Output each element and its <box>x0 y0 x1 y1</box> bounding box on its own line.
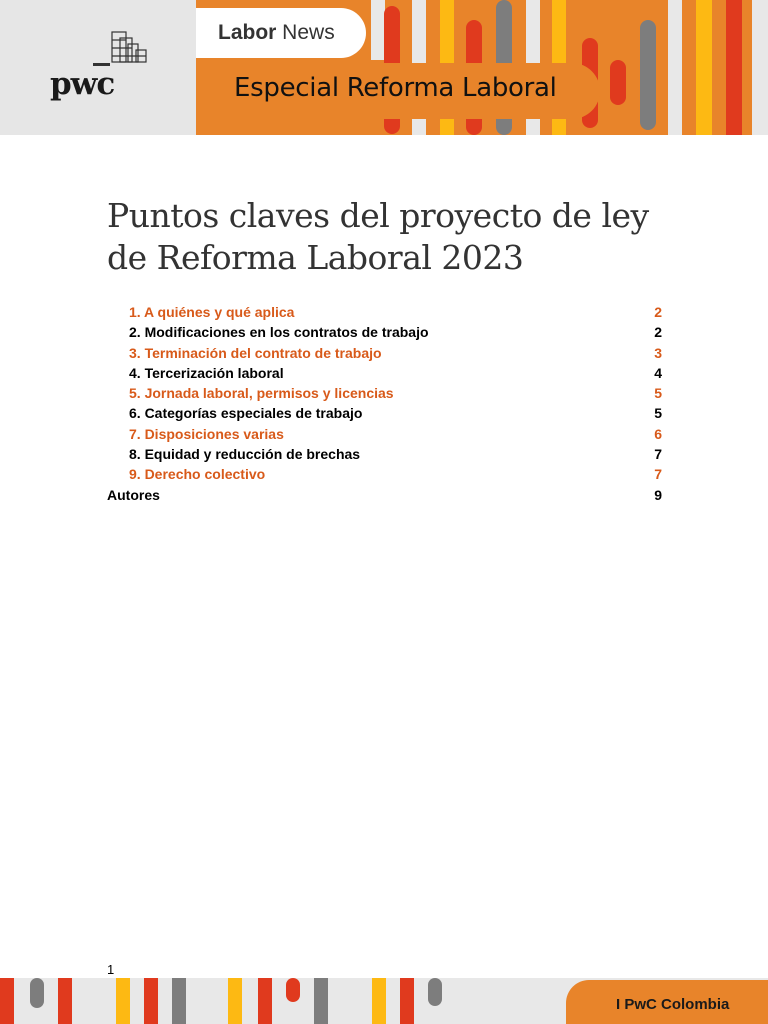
toc-entry-page: 9 <box>654 486 662 503</box>
footer-bar <box>0 978 768 1024</box>
toc-entry[interactable] <box>107 405 662 425</box>
toc-entry-label: 5. Jornada laboral, permisos y licencias <box>129 385 394 402</box>
page-number: 1 <box>107 962 115 977</box>
toc-entry[interactable] <box>107 365 662 385</box>
special-label: Especial Reforma Laboral <box>234 73 557 103</box>
special-label-box <box>196 63 600 119</box>
toc-entry-label: 8. Equidad y reducción de brechas <box>129 446 361 463</box>
toc-entry-label: 6. Categorías especiales de trabajo <box>129 405 363 422</box>
toc-entry-page: 6 <box>654 425 662 442</box>
toc-entry[interactable] <box>107 466 662 486</box>
toc-entry-label: 9. Derecho colectivo <box>129 466 266 483</box>
pwc-colombia-label: I PwC Colombia <box>616 996 730 1013</box>
toc-entry-page: 4 <box>654 364 662 381</box>
toc-entry-label: 2. Modificaciones en los contratos de trabajo <box>129 324 429 341</box>
toc-entry-label: 1. A quiénes y qué aplica <box>129 304 295 320</box>
table-of-contents <box>107 304 662 507</box>
toc-entry[interactable] <box>107 426 662 446</box>
toc-entry-label: 3. Terminación del contrato de trabajo <box>129 344 382 361</box>
logo-panel <box>0 0 196 135</box>
toc-entry[interactable] <box>107 446 662 466</box>
toc-entry[interactable] <box>107 304 662 324</box>
page-title: Puntos claves del proyecto de ley de Reforma Laboral 2023 <box>107 196 649 277</box>
toc-entry-label: 7. Disposiciones varias <box>129 425 284 442</box>
toc-entry-label: 4. Tercerización laboral <box>129 364 284 381</box>
pwc-colombia-tab <box>566 980 768 1024</box>
toc-entry-page: 7 <box>654 446 662 463</box>
pwc-logo-text: pwc <box>50 66 115 102</box>
toc-entry-page: 7 <box>654 466 662 483</box>
labor-news-pill <box>196 8 366 58</box>
toc-entry-page: 5 <box>654 405 662 422</box>
toc-entry[interactable] <box>107 324 662 344</box>
toc-entry-page: 5 <box>654 385 662 402</box>
toc-entry-page: 2 <box>654 324 662 341</box>
toc-entry-page: 2 <box>654 304 662 320</box>
toc-entry-label: Autores <box>107 486 160 503</box>
toc-entry-page: 3 <box>654 344 662 361</box>
toc-entry[interactable] <box>107 385 662 405</box>
toc-entry[interactable] <box>107 487 662 507</box>
labor-news-label: Labor News <box>218 21 335 44</box>
toc-entry[interactable] <box>107 345 662 365</box>
header-banner <box>0 0 768 135</box>
